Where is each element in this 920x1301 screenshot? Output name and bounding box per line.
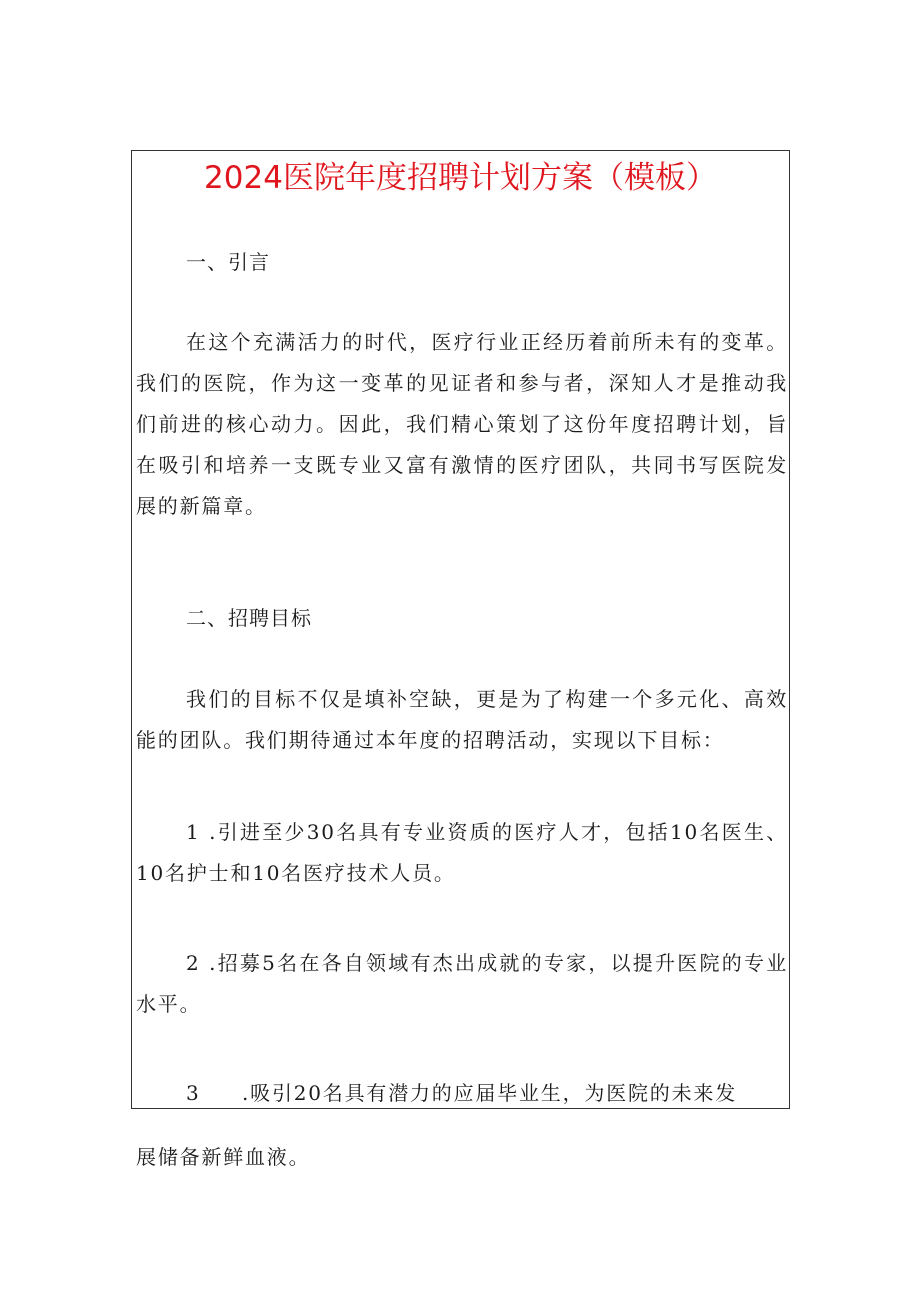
goal-item-3-text: .吸引20名具有潜力的应届毕业生，为医院的未来发 — [242, 1081, 738, 1105]
goal-item-1: 1 .引进至少30名具有专业资质的医疗人才，包括10名医生、10名护士和10名医疗技术人员。 — [136, 820, 788, 885]
goal-item-3 — [186, 1078, 737, 1108]
section-heading-goals: 二、招聘目标 — [186, 606, 312, 630]
section-heading-intro: 一、引言 — [186, 250, 270, 274]
goal-item-2: 2 .招募5名在各自领域有杰出成就的专家，以提升医院的专业水平。 — [136, 951, 788, 1016]
goal-item-3-continuation: 展储备新鲜血液。 — [136, 1145, 311, 1169]
goals-paragraph: 我们的目标不仅是填补空缺，更是为了构建一个多元化、高效能的团队。我们期待通过本年度的招聘活动，实现以下目标： — [136, 687, 788, 752]
document-title: 2024医院年度招聘计划方案（模板） — [204, 160, 717, 196]
intro-paragraph: 在这个充满活力的时代，医疗行业正经历着前所未有的变革。我们的医院，作为这一变革的见证者和参与者，深知人才是推动我们前进的核心动力。因此，我们精心策划了这份年度招聘计划，旨在吸引和培养一支既专业又富有激情的医疗团队，共同书写医院发展的新篇章。 — [136, 330, 788, 518]
goal-item-3-number: 3 — [186, 1081, 201, 1105]
